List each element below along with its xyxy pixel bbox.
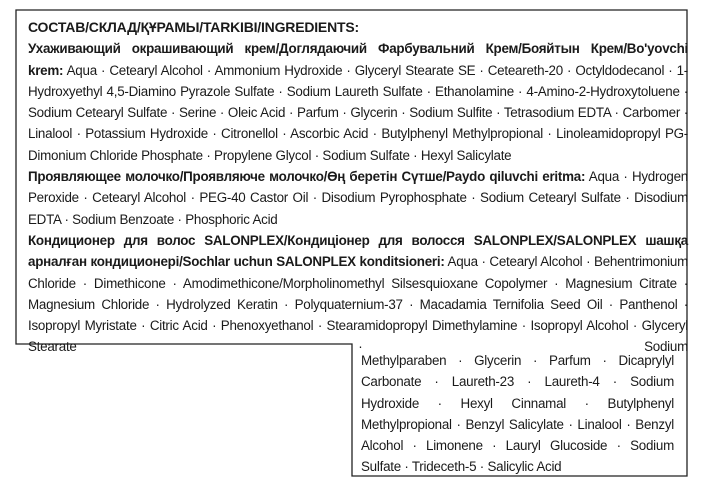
ingredients-top-block <box>28 17 688 358</box>
conditioner-heading: Кондиционер для волос SALONPLEX/Кондиціонер для волосся SALONPLEX/SALONPLEX шашқа арналған кондиционері/Sochlar uchun SALONPLEX konditsioneri: <box>28 232 688 270</box>
cream-ingredients: Aqua · Cetearyl Alcohol · Ammonium Hydroxide · Glyceryl Stearate SE · Ceteareth-20 · Octyldodecanol · 1-Hydroxyethyl 4,5-Diamino Pyrazole Sulfate · Sodium Laureth Sulfate · Ethanolamine · 4-Amino-2-Hydroxytoluene · Sodium Cetearyl Sulfate · Serine · Oleic Acid · Parfum · Glycerin · Sodium Sulfite · Tetrasodium EDTA · Carbomer · Linalool · Potassium Hydroxide · Citronellol · Ascorbic Acid · Butylphenyl Methylpropional · Linoleamidopropyl PG-Dimonium Chloride Phosphate · Propylene Glycol · Sodium Sulfate · Hexyl Salicylate <box>28 62 689 163</box>
ingredients-title: СОСТАВ/СКЛАД/ҚҰРАМЫ/TARKIBI/INGREDIENTS: <box>28 19 359 35</box>
ingredients-bottom-block <box>361 350 674 478</box>
conditioner-ingredients-top: Aqua · Cetearyl Alcohol · Behentrimonium Chloride · Dimethicone · Amodimethicone/Morpholinomethyl Silsesquioxane Copolymer · Magnesium Citrate · Magnesium Chloride · Hydrolyzed Keratin · Polyquaternium-37 · Macadamia Ternifolia Seed Oil · Panthenol · Isopropyl Myristate · Citric Acid · Phenoxyethanol · Stearamidopropyl Dimethylamine · Isopropyl Alcohol · Glyceryl Stearate · Sodium <box>28 254 689 355</box>
conditioner-section <box>28 230 688 358</box>
developer-ingredients: Aqua · Hydrogen Peroxide · Cetearyl Alcohol · PEG-40 Castor Oil · Disodium Pyrophosphate · Sodium Cetearyl Sulfate · Disodium EDTA · Sodium Benzoate · Phosphoric Acid <box>28 169 689 227</box>
cream-heading: Ухаживающий окрашивающий крем/Доглядаючий Фарбувальний Крем/Бояйтын Крем/Bo'yovchi krem: <box>28 41 688 78</box>
developer-section <box>28 166 688 230</box>
cream-section <box>28 38 688 166</box>
conditioner-ingredients-bottom: Methylparaben · Glycerin · Parfum · Dicaprylyl Carbonate · Laureth-23 · Laureth-4 · Sodium Hydroxide · Hexyl Cinnamal · Butylphenyl Methylpropional · Benzyl Salicylate · Linalool · Benzyl Alcohol · Limonene · Lauryl Glucoside · Sodium Sulfate · Trideceth-5 · Salicylic Acid <box>361 353 674 475</box>
developer-heading: Проявляющее молочко/Проявляюче молочко/Өң беретін Сүтше/Paydo qiluvchi eritma: <box>28 169 586 185</box>
